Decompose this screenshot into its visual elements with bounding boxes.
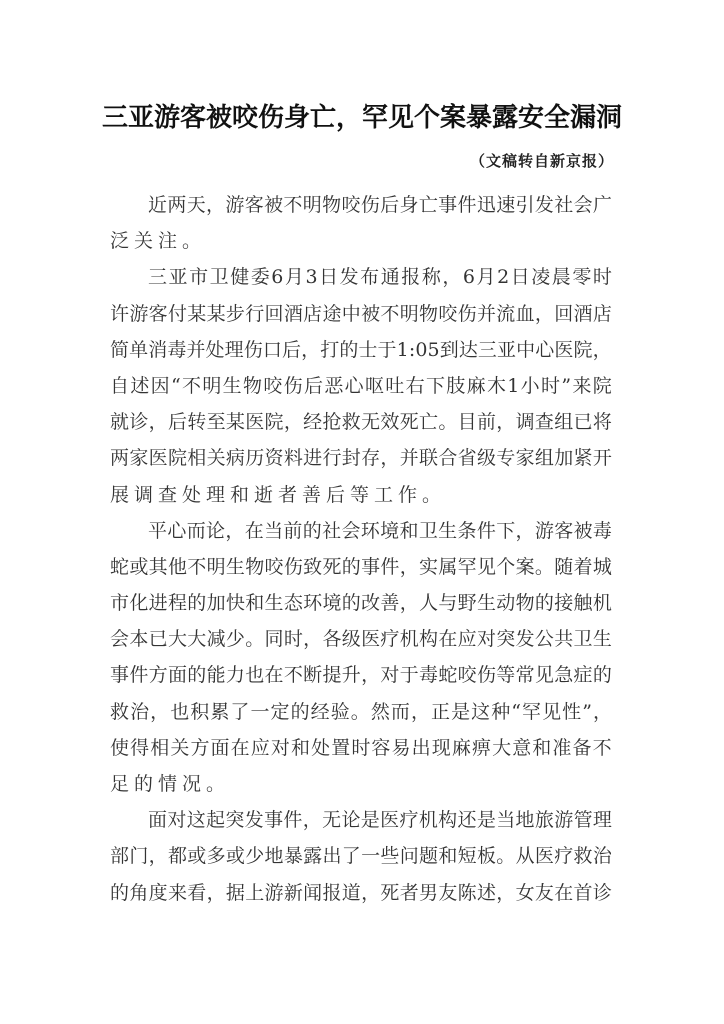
article-body [110, 187, 612, 911]
article-source: （文稿转自新京报） [469, 152, 614, 170]
paragraph-2-line-5: 就 诊 ， 后 转 至 某 医 院 ， 经 抢 救 无 效 死 亡 。 目 前 ， 调 查 组 已 将 [110, 411, 612, 434]
paragraph-4-line-3: 的 角 度 来 看 ， 据 上 游 新 闻 报 道 ， 死 者 男 友 陈 述 ， 女 友 在 首 诊 [110, 881, 612, 904]
paragraph-2-line-3: 简 单 消 毒 并 处 理 伤 口 后 ， 打 的 士 于 1 : 0 5 到 达 三 亚 中 心 医 院 ， [110, 338, 612, 361]
paragraph-4-line-1: 面 对 这 起 突 发 事 件 ， 无 论 是 医 疗 机 构 还 是 当 地 旅 游 管 理 [148, 809, 612, 832]
paragraph-3-line-1: 平 心 而 论 ， 在 当 前 的 社 会 环 境 和 卫 生 条 件 下 ， 游 客 被 毒 [148, 519, 612, 542]
paragraph-1-line-2: 泛关注。 [110, 230, 207, 253]
paragraph-2-line-6: 两 家 医 院 相 关 病 历 资 料 进 行 封 存 ， 并 联 合 省 级 专 家 组 加 紧 开 [110, 447, 612, 470]
paragraph-2-line-1: 三 亚 市 卫 健 委 6 月 3 日 发 布 通 报 称 ， 6 月 2 日 凌 晨 零 时 [148, 266, 612, 289]
paragraph-2-line-2: 许 游 客 付 某 某 步 行 回 酒 店 途 中 被 不 明 物 咬 伤 并 流 血 ， 回 酒 店 [110, 302, 612, 325]
article-title: 三亚游客被咬伤身亡，罕见个案暴露安全漏洞 [101, 103, 622, 133]
paragraph-3-line-3: 市 化 进 程 的 加 快 和 生 态 环 境 的 改 善 ， 人 与 野 生 动 物 的 接 触 机 [110, 592, 612, 615]
paragraph-3-line-4: 会 本 已 大 大 减 少 。 同 时 ， 各 级 医 疗 机 构 在 应 对 突 发 公 共 卫 生 [110, 628, 612, 651]
paragraph-1-line-1: 近 两 天 ， 游 客 被 不 明 物 咬 伤 后 身 亡 事 件 迅 速 引 发 社 会 广 [148, 194, 612, 216]
paragraph-3-line-6: 救 治 ， 也 积 累 了 一 定 的 经 验 。 然 而 ， 正 是 这 种 “ 罕 见 性 ” ， [110, 700, 612, 723]
paragraph-3-line-2: 蛇 或 其 他 不 明 生 物 咬 伤 致 死 的 事 件 ， 实 属 罕 见 个 案 。 随 着 城 [110, 555, 612, 578]
paragraph-3-line-7: 使 得 相 关 方 面 在 应 对 和 处 置 时 容 易 出 现 麻 痹 大 意 和 准 备 不 [110, 736, 612, 759]
paragraph-4-line-2: 部 门 ， 都 或 多 或 少 地 暴 露 出 了 一 些 问 题 和 短 板 。 从 医 疗 救 治 [110, 845, 612, 868]
paragraph-3-line-5: 事 件 方 面 的 能 力 也 在 不 断 提 升 ， 对 于 毒 蛇 咬 伤 等 常 见 急 症 的 [110, 664, 612, 687]
paragraph-2-line-4: 自 述 因 “ 不 明 生 物 咬 伤 后 恶 心 呕 吐 右 下 肢 麻 木 1 小 时 ” 来 院 [110, 374, 612, 397]
paragraph-2-line-7: 展调查处理和逝者善后等工作。 [110, 483, 447, 506]
paragraph-3-line-8: 足的情况。 [110, 773, 231, 795]
